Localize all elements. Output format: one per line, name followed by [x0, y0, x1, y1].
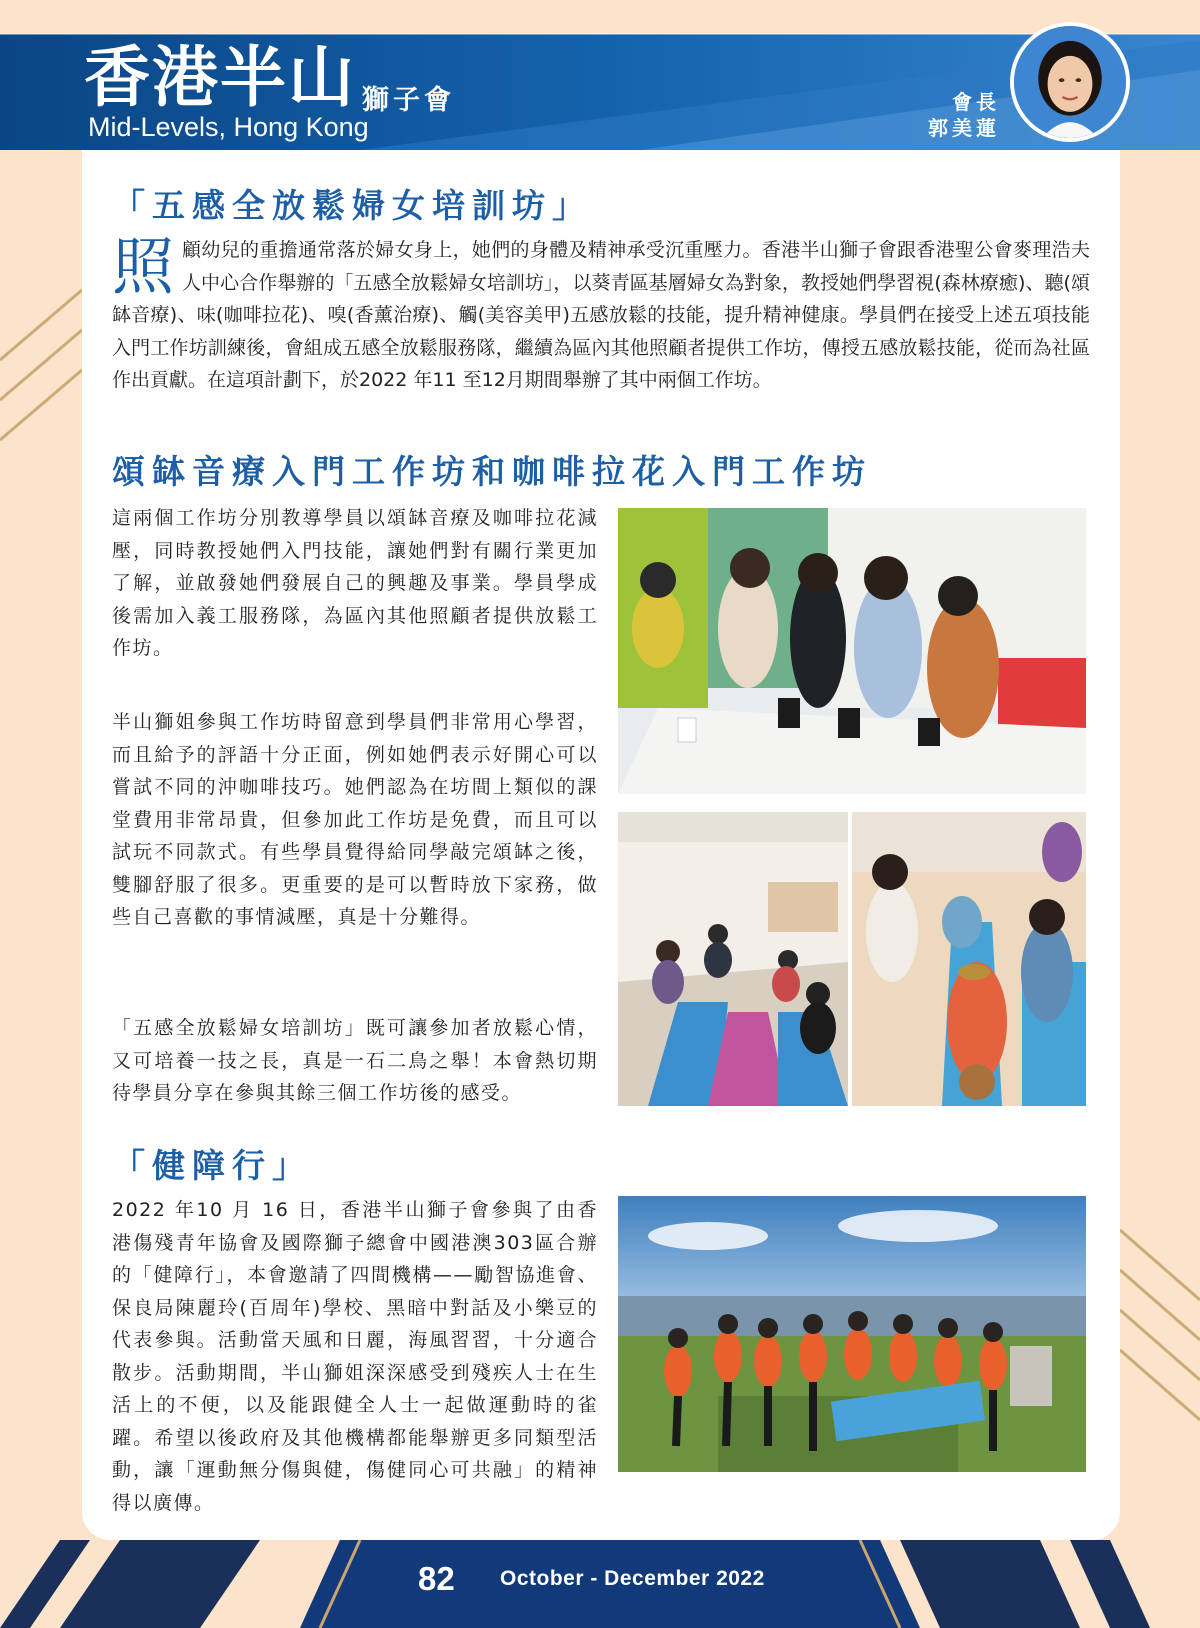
issue-date: October - December 2022 [500, 1567, 765, 1590]
club-name: 香港半山 [84, 39, 356, 116]
coffee-workshop-photo [618, 508, 1086, 794]
section-heading-workshop-series: 「五感全放鬆婦女培訓坊」 [112, 186, 592, 225]
walkathon-group-photo [618, 1196, 1086, 1472]
president-name: 郭美蓮 [928, 116, 1000, 140]
club-suffix: 獅子會 [362, 85, 455, 116]
intro-text: 顧幼兒的重擔通常落於婦女身上，她們的身體及精神承受沉重壓力。香港半山獅子會跟香港聖公會麥理浩夫人中心合作舉辦的「五感全放鬆婦女培訓坊」，以葵青區基層婦女為對象，教授她們學習視(森林療癒)、聽(頌缽音療)、味(咖啡拉花)、嗅(香薰治療)、觸(美容美甲)五感放鬆的技能，提升精神健康。學員們在接受上述五項技能入門工作坊訓練後，會組成五感全放鬆服務隊，繼續為區內其他照顧者提供工作坊，傳授五感放鬆技能，從而為社區作出貢獻。在這項計劃下，於2022 年11 至12月期間舉辦了其中兩個工作坊。 [112, 239, 1090, 391]
president-portrait-photo [1014, 26, 1126, 138]
section-heading-workshops: 頌缽音療入門工作坊和咖啡拉花入門工作坊 [112, 452, 872, 491]
drop-cap: 照 [112, 230, 175, 303]
walkathon-paragraph: 2022 年10 月 16 日，香港半山獅子會參與了由香港傷殘青年協會及國際獅子總會中國港澳303區合辦的「健障行」，本會邀請了四間機構——勵智協進會、保良局陳麗玲(百周年)學校、黑暗中對話及小樂豆的代表參與。活動當天風和日麗，海風習習，十分適合散步。活動期間，半山獅姐深深感受到殘疾人士在生活上的不便，以及能跟健全人士一起做運動時的雀躍。希望以後政府及其他機構都能舉辦更多同類型活動，讓「運動無分傷與健，傷健同心可共融」的精神得以廣傳。 [112, 1199, 598, 1514]
page-number: 82 [418, 1560, 455, 1597]
president-avatar [1010, 22, 1130, 142]
singing-bowl-room-photo [618, 812, 848, 1106]
club-english-name: Mid-Levels, Hong Kong [88, 112, 369, 142]
workshop-paragraph-2: 半山獅姐參與工作坊時留意到學員們非常用心學習，而且給予的評語十分正面，例如她們表示好開心可以嘗試不同的沖咖啡技巧。她們認為在坊間上類似的課堂費用非常昂貴，但參加此工作坊是免費，而且可以試玩不同款式。有些學員覺得給同學敲完頌缽之後，雙腳舒服了很多。更重要的是可以暫時放下家務，做些自己喜歡的事情減壓，真是十分難得。 [112, 711, 598, 928]
workshop-paragraph-3: 「五感全放鬆婦女培訓坊」既可讓參加者放鬆心情，又可培養一技之長，真是一石二鳥之舉！本會熱切期待學員分享在參與其餘三個工作坊後的感受。 [112, 1017, 598, 1104]
intro-paragraph [112, 230, 1090, 397]
section-heading-walkathon: 「健障行」 [112, 1146, 312, 1185]
president-role: 會長 [952, 90, 1000, 114]
singing-bowl-therapy-photo [852, 812, 1086, 1106]
workshop-paragraph-1: 這兩個工作坊分別教導學員以頌缽音療及咖啡拉花減壓，同時教授她們入門技能，讓她們對有關行業更加了解，並啟發她們發展自己的興趣及事業。學員學成後需加入義工服務隊，為區內其他照顧者提供放鬆工作坊。 [112, 507, 598, 659]
